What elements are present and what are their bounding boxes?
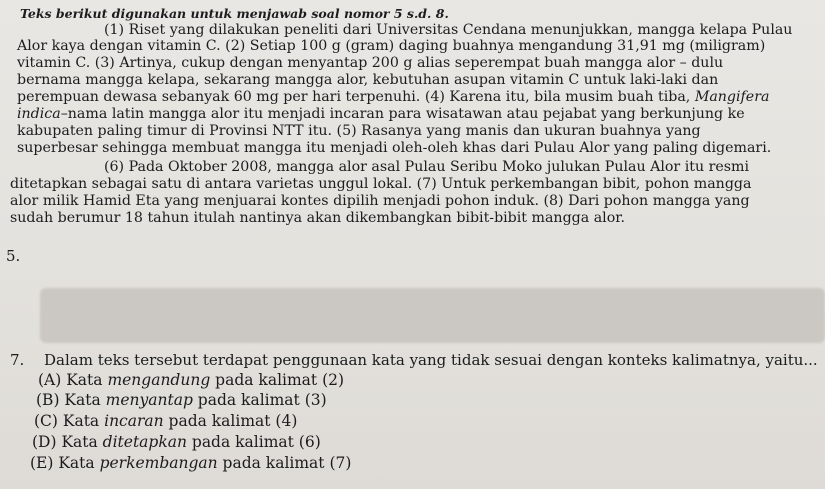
p1-line-8: superbesar sehingga membuat mangga itu menjadi oleh-oleh khas dari Pulau Alor yang paling digemari. bbox=[17, 140, 772, 156]
p1-line-7: kabupaten paling timur di Provinsi NTT itu. (5) Rasanya yang manis dan ukuran buahnya yang bbox=[17, 123, 701, 139]
q7-option-a[interactable]: (A) Kata mengandung pada kalimat (2) bbox=[38, 371, 345, 389]
p1-line-2: Alor kaya dengan vitamin C. (2) Setiap 100 g (gram) daging buahnya mengandung 31,91 mg (miligram) bbox=[17, 38, 766, 54]
redacted-area bbox=[40, 288, 825, 343]
q7-number: 7. bbox=[10, 351, 25, 369]
q7-question: Dalam teks tersebut terdapat penggunaan kata yang tidak sesuai dengan konteks kalimatnya, yaitu... bbox=[44, 351, 818, 369]
p2-line-4: sudah berumur 18 tahun itulah nantinya akan dikembangkan bibit-bibit mangga alor. bbox=[10, 210, 625, 226]
q7-option-d[interactable]: (D) Kata ditetapkan pada kalimat (6) bbox=[32, 433, 321, 451]
p2-line-3: alor milik Hamid Eta yang menjuarai kontes dipilih menjadi pohon induk. (8) Dari pohon mangga yang bbox=[10, 193, 750, 209]
intro-text: Teks berikut digunakan untuk menjawab soal nomor 5 s.d. 8. bbox=[20, 6, 449, 21]
p2-line-1: (6) Pada Oktober 2008, mangga alor asal Pulau Seribu Moko julukan Pulau Alor itu resmi bbox=[104, 159, 750, 175]
q7-option-b[interactable]: (B) Kata menyantap pada kalimat (3) bbox=[36, 391, 327, 409]
q7-option-c[interactable]: (C) Kata incaran pada kalimat (4) bbox=[34, 412, 298, 430]
p2-line-2: ditetapkan sebagai satu di antara varietas unggul lokal. (7) Untuk perkembangan bibit, pohon mangga bbox=[10, 176, 752, 192]
p1-line-6: indica–nama latin mangga alor itu menjadi incaran para wisatawan atau pejabat yang berkunjung ke bbox=[17, 106, 745, 122]
p1-line-5: perempuan dewasa sebanyak 60 mg per hari terpenuhi. (4) Karena itu, bila musim buah tiba, Mangifera bbox=[17, 89, 770, 105]
q7-option-e[interactable]: (E) Kata perkembangan pada kalimat (7) bbox=[30, 454, 352, 472]
q5-number: 5. bbox=[6, 247, 21, 265]
p1-line-1: (1) Riset yang dilakukan peneliti dari Universitas Cendana menunjukkan, mangga kelapa Pulau bbox=[104, 22, 793, 38]
p1-line-4: bernama mangga kelapa, sekarang mangga alor, kebutuhan asupan vitamin C untuk laki-laki dan bbox=[17, 72, 719, 88]
p1-line-3: vitamin C. (3) Artinya, cukup dengan menyantap 200 g alias seperempat buah mangga alor – dulu bbox=[17, 55, 724, 71]
